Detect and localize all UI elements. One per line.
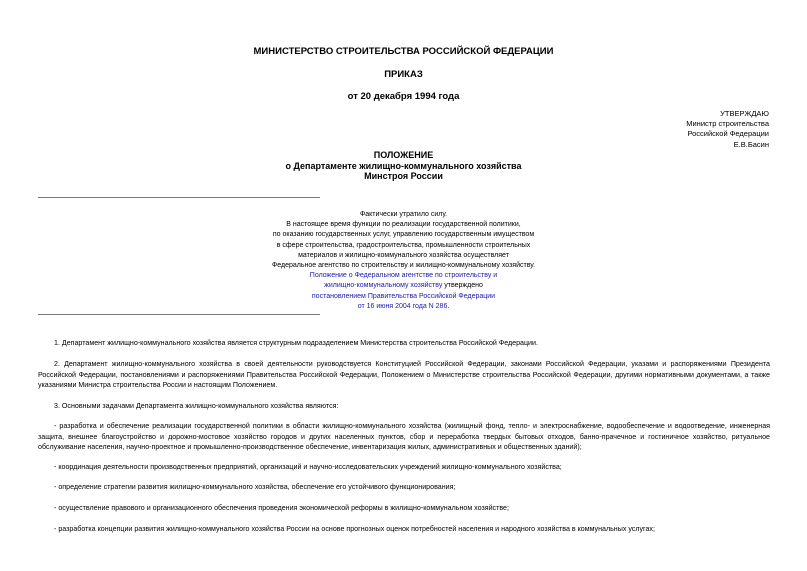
document-title — [0, 150, 807, 182]
status-note — [200, 210, 607, 312]
paragraph: - осуществление правового и организационного обеспечения проведения экономической реформы в жилищно-коммунальном хозяйстве; — [54, 504, 509, 512]
regulation-link[interactable]: Положение о Федеральном агентстве по строительству и — [309, 272, 498, 280]
paragraph: - координация деятельности производственных предприятий, организаций и научно-исследовательских учреждений жилищно-коммунального хозяйства; — [54, 463, 562, 471]
approval-line: Российской Федерации — [687, 129, 769, 139]
note-line: по оказанию государственных услуг, управлению государственным имуществом — [272, 231, 535, 239]
document-type: ПРИКАЗ — [384, 69, 423, 80]
note-text: . — [447, 302, 450, 310]
paragraph: - разработка концепции развития жилищно-коммунального хозяйства России на основе прогнозных оценок потребностей населения и народного хозяйства в коммунальных услугах; — [54, 525, 655, 533]
approval-line: УТВЕРЖДАЮ — [720, 109, 769, 118]
title-line: ПОЛОЖЕНИЕ — [373, 150, 434, 160]
approval-block — [686, 109, 769, 150]
document-date: от 20 декабря 1994 года — [347, 91, 460, 102]
paragraph: 3. Основными задачами Департамента жилищно-коммунального хозяйства являются: — [54, 402, 339, 410]
ministry-heading: МИНИСТЕРСТВО СТРОИТЕЛЬСТВА РОССИЙСКОЙ ФЕДЕРАЦИИ — [253, 46, 554, 57]
divider-bottom — [38, 314, 320, 315]
paragraph: 2. Департамент жилищно-коммунального хозяйства в своей деятельности руководствуется Конституцией Российской Федерации, законами Российской Федерации, указами и распоряжениями Президента Российской Федерации, постановлениями и распоряжениями Правительства Российской Федерации, Положением о Министерстве строительства Российской Федерации, другими нормативными документами, а также указаниями Министра строительства России и настоящим Положением. — [38, 360, 770, 389]
approval-line: Министр строительства — [686, 119, 769, 129]
note-line: Фактически утратило силу. — [359, 211, 448, 218]
paragraph: - определение стратегии развития жилищно-коммунального хозяйства, обеспечение его устойчивого функционирования; — [54, 483, 456, 491]
note-text: утверждено — [442, 282, 483, 290]
note-line: В настоящее время функции по реализации государственной политики, — [286, 221, 521, 229]
paragraph: - разработка и обеспечение реализации государственной политики в области жилищно-коммунального хозяйства (жилищный фонд, тепло- и электроснабжение, водообеспечение и водоотведение, инженерная защита, внешнее благоустройство и дорожно-мостовое хозяйство городов и других населенных пунктов, сбор и переработка твердых бытовых отходов, банно-прачечное и гостиничное хозяйство, ритуальное обслуживание населения, научно-проектное и промышленно-производственное обеспечение, инвентаризация жилых, административных и общественных зданий); — [38, 422, 770, 451]
note-line: Федеральное агентство по строительству и жилищно-коммунальному хозяйству. — [271, 262, 536, 270]
note-line: в сфере строительства, градостроительства, промышленности строительных — [276, 241, 531, 249]
note-line: материалов и жилищно-коммунального хозяйства осуществляет — [298, 251, 509, 259]
paragraph: 1. Департамент жилищно-коммунального хозяйства является структурным подразделением Министерства строительства Российской Федерации. — [54, 339, 538, 347]
regulation-link-cont[interactable]: жилищно-коммунальному хозяйству — [324, 282, 443, 290]
divider-top — [38, 197, 320, 198]
decree-link[interactable]: постановлением Правительства Российской Федерации — [311, 292, 496, 300]
title-line: о Департаменте жилищно-коммунального хозяйства — [285, 160, 522, 171]
decree-date-link[interactable]: от 16 июня 2004 года N 286 — [357, 302, 448, 310]
title-line: Минстроя России — [364, 171, 443, 181]
approval-signatory: Е.В.Басин — [733, 139, 769, 149]
